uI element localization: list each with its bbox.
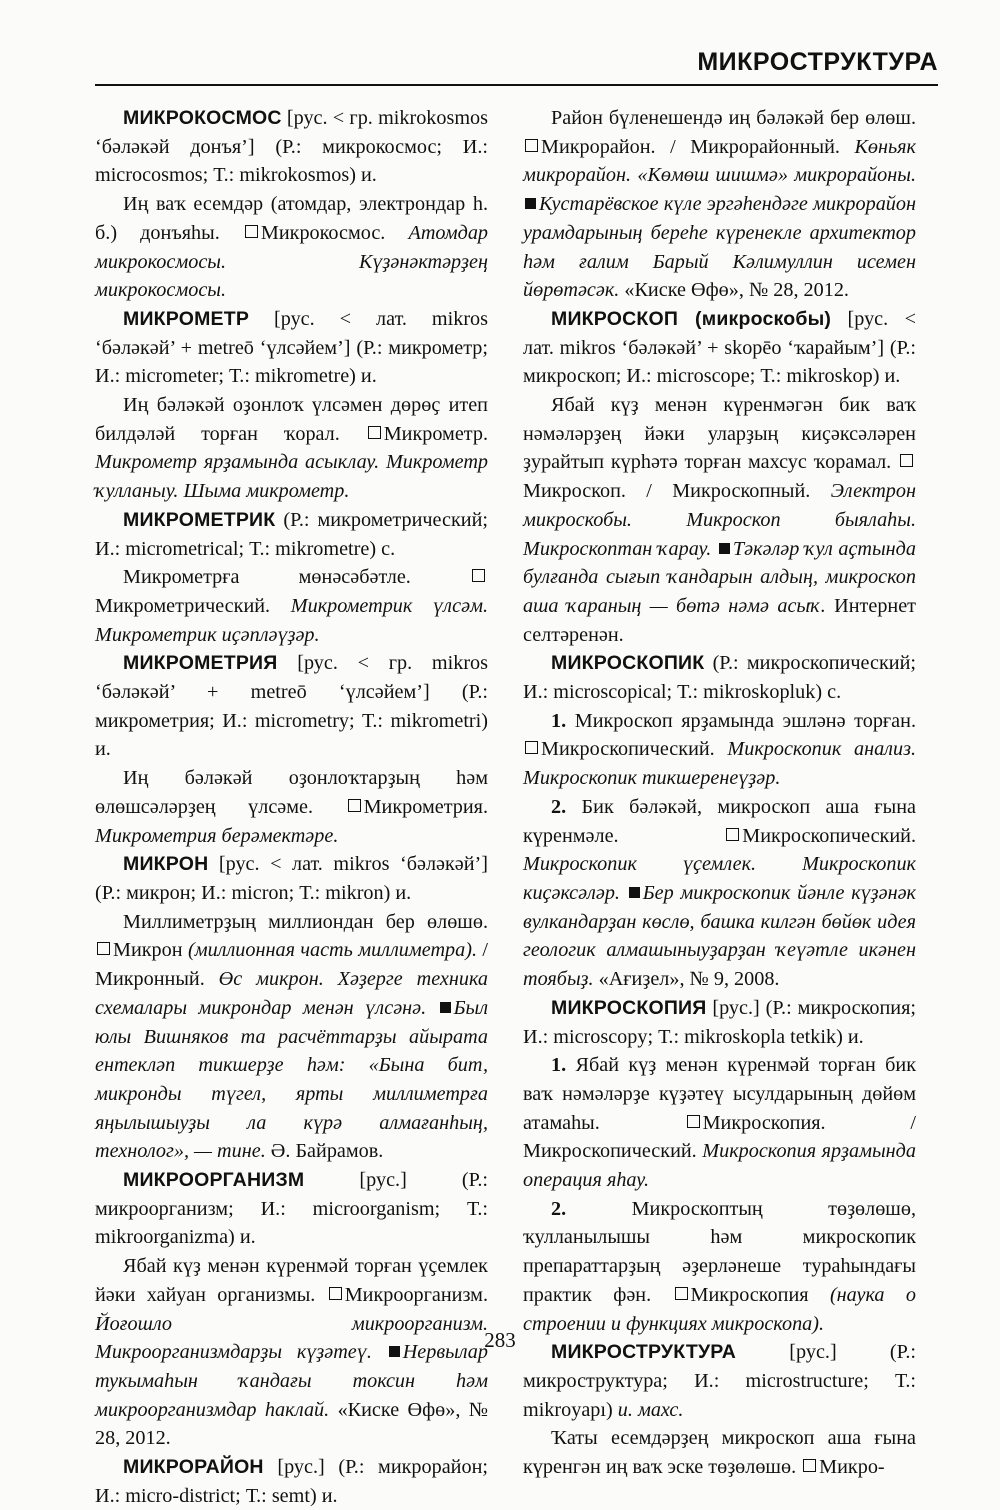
- russian-equivalent: Микрометр.: [383, 422, 488, 445]
- definition-text: Ябай күҙ менән күренмәгән бик ваҡ нәмәләрҙең йәки уларҙың киҫәксәләрен ҙурайтып күрһәтә торған махсус ҡорамал.: [523, 394, 916, 474]
- russian-equivalent-icon: [97, 942, 110, 955]
- citation-icon: [629, 887, 640, 898]
- sense-2: [523, 793, 916, 994]
- definition-text: Миллиметрҙың миллиондан бер өлөшө.: [123, 910, 488, 933]
- russian-equivalent-icon: [803, 1459, 816, 1472]
- russian-equivalent-2: / Микронный.: [95, 939, 489, 991]
- russian-equivalent: Микрорайон. / Микрорайонный.: [541, 135, 840, 158]
- definition-text: Иң бәләкәй оҙонлоҡтарҙың һәм өлөшсәләрҙең үлсәме.: [95, 767, 488, 818]
- russian-gloss: (наука о строении и функциях микроскопа).: [523, 1283, 916, 1335]
- headword: МИКРОРАЙОН: [123, 1456, 264, 1479]
- header-rule: [95, 84, 938, 86]
- headword: МИКРОМЕТР: [123, 307, 250, 330]
- definition: [523, 1424, 916, 1481]
- headword: МИКРОСКОПИЯ: [551, 996, 707, 1019]
- headword: МИКРОСКОПИК: [551, 652, 705, 675]
- headword: МИКРОСТРУКТУРА: [551, 1341, 737, 1364]
- citation: Кустарёвское күле эргәһендәге микрорайон урамдарының береһе күренекле архитектор һәм ғалим Барый Кәлимуллин исемен йөрөтәсәк.: [523, 193, 916, 302]
- page-number: 283: [484, 1328, 516, 1352]
- sense-2: [523, 1195, 916, 1339]
- entry-mikrometrik: [95, 506, 488, 563]
- usage-example: Микроскопия ярҙамында операция яһау.: [523, 1140, 916, 1192]
- citation-source: Ә. Байрамов.: [270, 1140, 384, 1163]
- headword: МИКРОН: [123, 853, 209, 876]
- russian-equivalent: Микрометрический.: [95, 594, 271, 617]
- citation: Тәкәләр ҡул аҫтында булғанда сығып ҡандарын алдың, микроскоп аша ҡараның — бөтә нәмә асыҡ.: [523, 537, 916, 617]
- citation-icon: [440, 1002, 451, 1013]
- sense-number: 2.: [551, 795, 567, 818]
- usage-example: Атомдар микрокосмосы. Күҙәнәктәрҙең микрокосмосы.: [95, 221, 489, 302]
- russian-equivalent: Микро-: [819, 1456, 885, 1479]
- usage-example: Микроскопик үҫемлек. Микроскопик киҫәксәләр.: [523, 853, 916, 904]
- russian-equivalent-icon: [726, 828, 739, 841]
- russian-equivalent: Микроскопический.: [742, 824, 916, 847]
- russian-equivalent: Микроскопия: [690, 1283, 809, 1306]
- russian-equivalent-icon: [525, 139, 538, 152]
- russian-equivalent-icon: [245, 225, 258, 238]
- definition-text: Микрометрға мөнәсәбәтле.: [123, 566, 411, 589]
- russian-equivalent-icon: [368, 426, 381, 439]
- usage-example: Микрометрик үлсәм. Микрометрик иҫәпләүҙәр.: [95, 594, 488, 646]
- sense-number: 1.: [551, 709, 567, 732]
- usage-example: Көньяк микрорайон. «Көмөш шишмә» микрорайоны.: [523, 135, 916, 187]
- usage-example: Микрометр ярҙамында асыклау. Микрометр ҡулланыу. Шыма микрометр.: [95, 451, 488, 503]
- russian-equivalent: Микрометрия.: [363, 795, 488, 818]
- definition: [95, 908, 488, 1166]
- right-column: [523, 104, 916, 1482]
- russian-equivalent-icon: [687, 1115, 700, 1128]
- entry-mikroskopiya: [523, 994, 916, 1051]
- russian-equivalent-icon: [329, 1287, 342, 1300]
- entry-mikrometr: [95, 305, 488, 391]
- entry-mikroskopik: [523, 649, 916, 706]
- entry-mikrometriya: [95, 649, 488, 764]
- etymology: (Р.: микроскопический; И.: microscopical; Т.: mikroskopluk) с.: [523, 652, 916, 704]
- etymology: [рус.] (Р.: микрорайон; И.: micro-district; Т.: semt) и.: [95, 1456, 488, 1507]
- etymology: [рус. < гр. mikrokosmos ‘бәләкәй донъя’] (Р.: микрокосмос; И.: microcosmos; Т.: mikrokosmos) и.: [95, 107, 488, 187]
- definition: [95, 391, 488, 506]
- citation-source: «Киске Өфө», № 28, 2012.: [624, 279, 849, 302]
- etymology: [рус. < лат. mikros ‘бәләкәй’] (Р.: микрон; И.: micron; Т.: mikron) и.: [95, 853, 488, 904]
- entry-mikroskop: [523, 305, 916, 391]
- definition: [95, 563, 488, 649]
- definition-text: Ҡаты есемдәрҙең микроскоп аша ғына күренгән иң ваҡ эске төҙөлөшө.: [523, 1427, 916, 1479]
- citation-source: «Киске Өфө», № 28, 2012.: [95, 1398, 488, 1450]
- headword: МИКРОМЕТРИК: [123, 508, 276, 531]
- etymology: [рус.] (Р.: микроскопия; И.: microscopy; Т.: mikroskopla tetkik) и.: [523, 996, 916, 1048]
- citation: Был юлы Вишняков та расчёттарҙы айырата ентекләп тикшерҙе һәм: «Бына бит, микронды түгел, ярты миллиметрға яңылышыуҙы ла күрә алмағанһың, технолог», — тине.: [95, 996, 489, 1163]
- russian-equivalent-icon: [675, 1287, 688, 1300]
- citation: Бер микроскопик йәнле күҙәнәк вулкандарҙан көслө, башка килгән бөйөк идея геологик алмашыныуҙарҙан ҡеүәтле икәнен тоябыҙ.: [523, 881, 916, 991]
- russian-gloss: (миллионная часть миллиметра).: [187, 939, 477, 962]
- citation-icon: [719, 543, 730, 554]
- sense-1: [523, 707, 916, 793]
- usage-example: Микрометрия берәмектәре.: [95, 824, 339, 847]
- citation-source: «Ағиҙел», № 9, 2008.: [598, 968, 780, 991]
- running-head: МИКРОСТРУКТУРА: [697, 48, 938, 76]
- russian-equivalent-icon: [472, 569, 485, 582]
- sense-number: 1.: [551, 1054, 567, 1077]
- definition-text: Иң бәләкәй оҙонлоҡ үлсәмен дөрөҫ итеп билдәләй торған ҡорал.: [95, 394, 488, 445]
- definition-text: Ябай күҙ менән күренмәй торған үҫемлек йәки хайуан организмы.: [95, 1255, 488, 1306]
- russian-equivalent: Микрокосмос.: [260, 221, 386, 244]
- entry-mikroorganizm: [95, 1166, 488, 1252]
- headword: МИКРОСКОП (микроскобы): [551, 307, 832, 330]
- russian-equivalent-icon: [525, 741, 538, 754]
- entry-mikrokosmos: [95, 104, 488, 190]
- russian-equivalent-icon: [900, 454, 913, 467]
- usage-example: Өс микрон. Хәҙерге техника схемалары микрондар менән үлсәнә.: [95, 968, 488, 1019]
- usage-example: Микроскопик анализ. Микроскопик тикшеренеүҙәр.: [523, 738, 916, 790]
- headword: МИКРООРГАНИЗМ: [123, 1169, 305, 1192]
- russian-equivalent: Микрон: [113, 939, 183, 962]
- russian-equivalent: Микроскопия. / Микроскопический.: [523, 1111, 917, 1163]
- russian-equivalent-icon: [348, 799, 361, 812]
- entry-mikron: [95, 850, 488, 907]
- sense-number: 2.: [551, 1197, 567, 1220]
- definition-text: Ябай күҙ менән күренмәй торған бик ваҡ нәмәләрҙе күҙәтеү ысулдарының дөйөм атамаһы.: [523, 1054, 916, 1134]
- definition-text: Бик бәләкәй, микроскоп аша ғына күренмәле.: [523, 795, 916, 847]
- definition-text: Микроскоп ярҙамында эшләнә торған.: [574, 709, 916, 732]
- sense-1: [523, 1051, 916, 1195]
- citation: Нервылар тукымаһын ҡандағы токсин һәм микроорганизмдар һаклай.: [95, 1341, 488, 1421]
- definition-text: Район бүленешендә иң бәләкәй бер өлөш.: [551, 107, 916, 129]
- usage-example: Электрон микроскобы. Микроскоп быялаһы. Микроскоптан ҡарау.: [523, 480, 916, 560]
- russian-equivalent: Микроскопический.: [541, 738, 715, 761]
- usage-example: Йоғошло микроорганизм. Микроорганизмдарҙы күҙәтеү.: [95, 1312, 488, 1364]
- headword: МИКРОМЕТРИЯ: [123, 652, 278, 675]
- left-column: [95, 104, 488, 1510]
- definition: [95, 764, 488, 850]
- definition: [523, 391, 916, 649]
- citation-icon: [525, 198, 536, 209]
- etymology: [рус.] (Р.: микроструктура; И.: microstructure; Т.: mikroyapı): [523, 1341, 916, 1421]
- citation-source: Интернет селтәренән.: [523, 594, 917, 646]
- etymology: [рус.] (Р.: микроорганизм; И.: microorganism; Т.: mikroorganizma) и.: [95, 1169, 488, 1249]
- etymology: [рус. < гр. mikros ‘бәләкәй’ + metreō ‘үлсәйем’] (Р.: микрометрия; И.: micrometry; Т.: mikrometri) и.: [95, 652, 488, 761]
- russian-equivalent: Микроскоп. / Микроскопный.: [523, 480, 811, 503]
- grammar-label: и. махс.: [617, 1398, 684, 1421]
- definition: [523, 104, 916, 305]
- etymology: [рус. < лат. mikros ‘бәләкәй’ + metreō ‘үлсәйем’] (Р.: микрометр; И.: micrometer; Т.: mikrometre) и.: [95, 307, 488, 388]
- definition: [95, 190, 488, 305]
- entry-mikrorayon: [95, 1453, 488, 1510]
- etymology: [рус. < лат. mikros ‘бәләкәй’ + skopēo ‘ҡарайым’] (Р.: микроскоп; И.: microscope; Т.: mikroskop) и.: [523, 307, 916, 388]
- definition-text: Микроскоптың төҙөлөшө, ҡулланылышы һәм микроскопик препараттарҙың әҙерләнеше тураһындағы практик фән.: [523, 1197, 916, 1306]
- etymology: (Р.: микрометрический; И.: micrometrical; Т.: mikrometre) с.: [95, 508, 488, 560]
- headword: МИКРОКОСМОС: [123, 107, 282, 129]
- definition-text: Иң ваҡ есемдәр (атомдар, электрондар һ. б.) донъяһы.: [95, 193, 488, 244]
- russian-equivalent: Микроорганизм.: [344, 1283, 488, 1306]
